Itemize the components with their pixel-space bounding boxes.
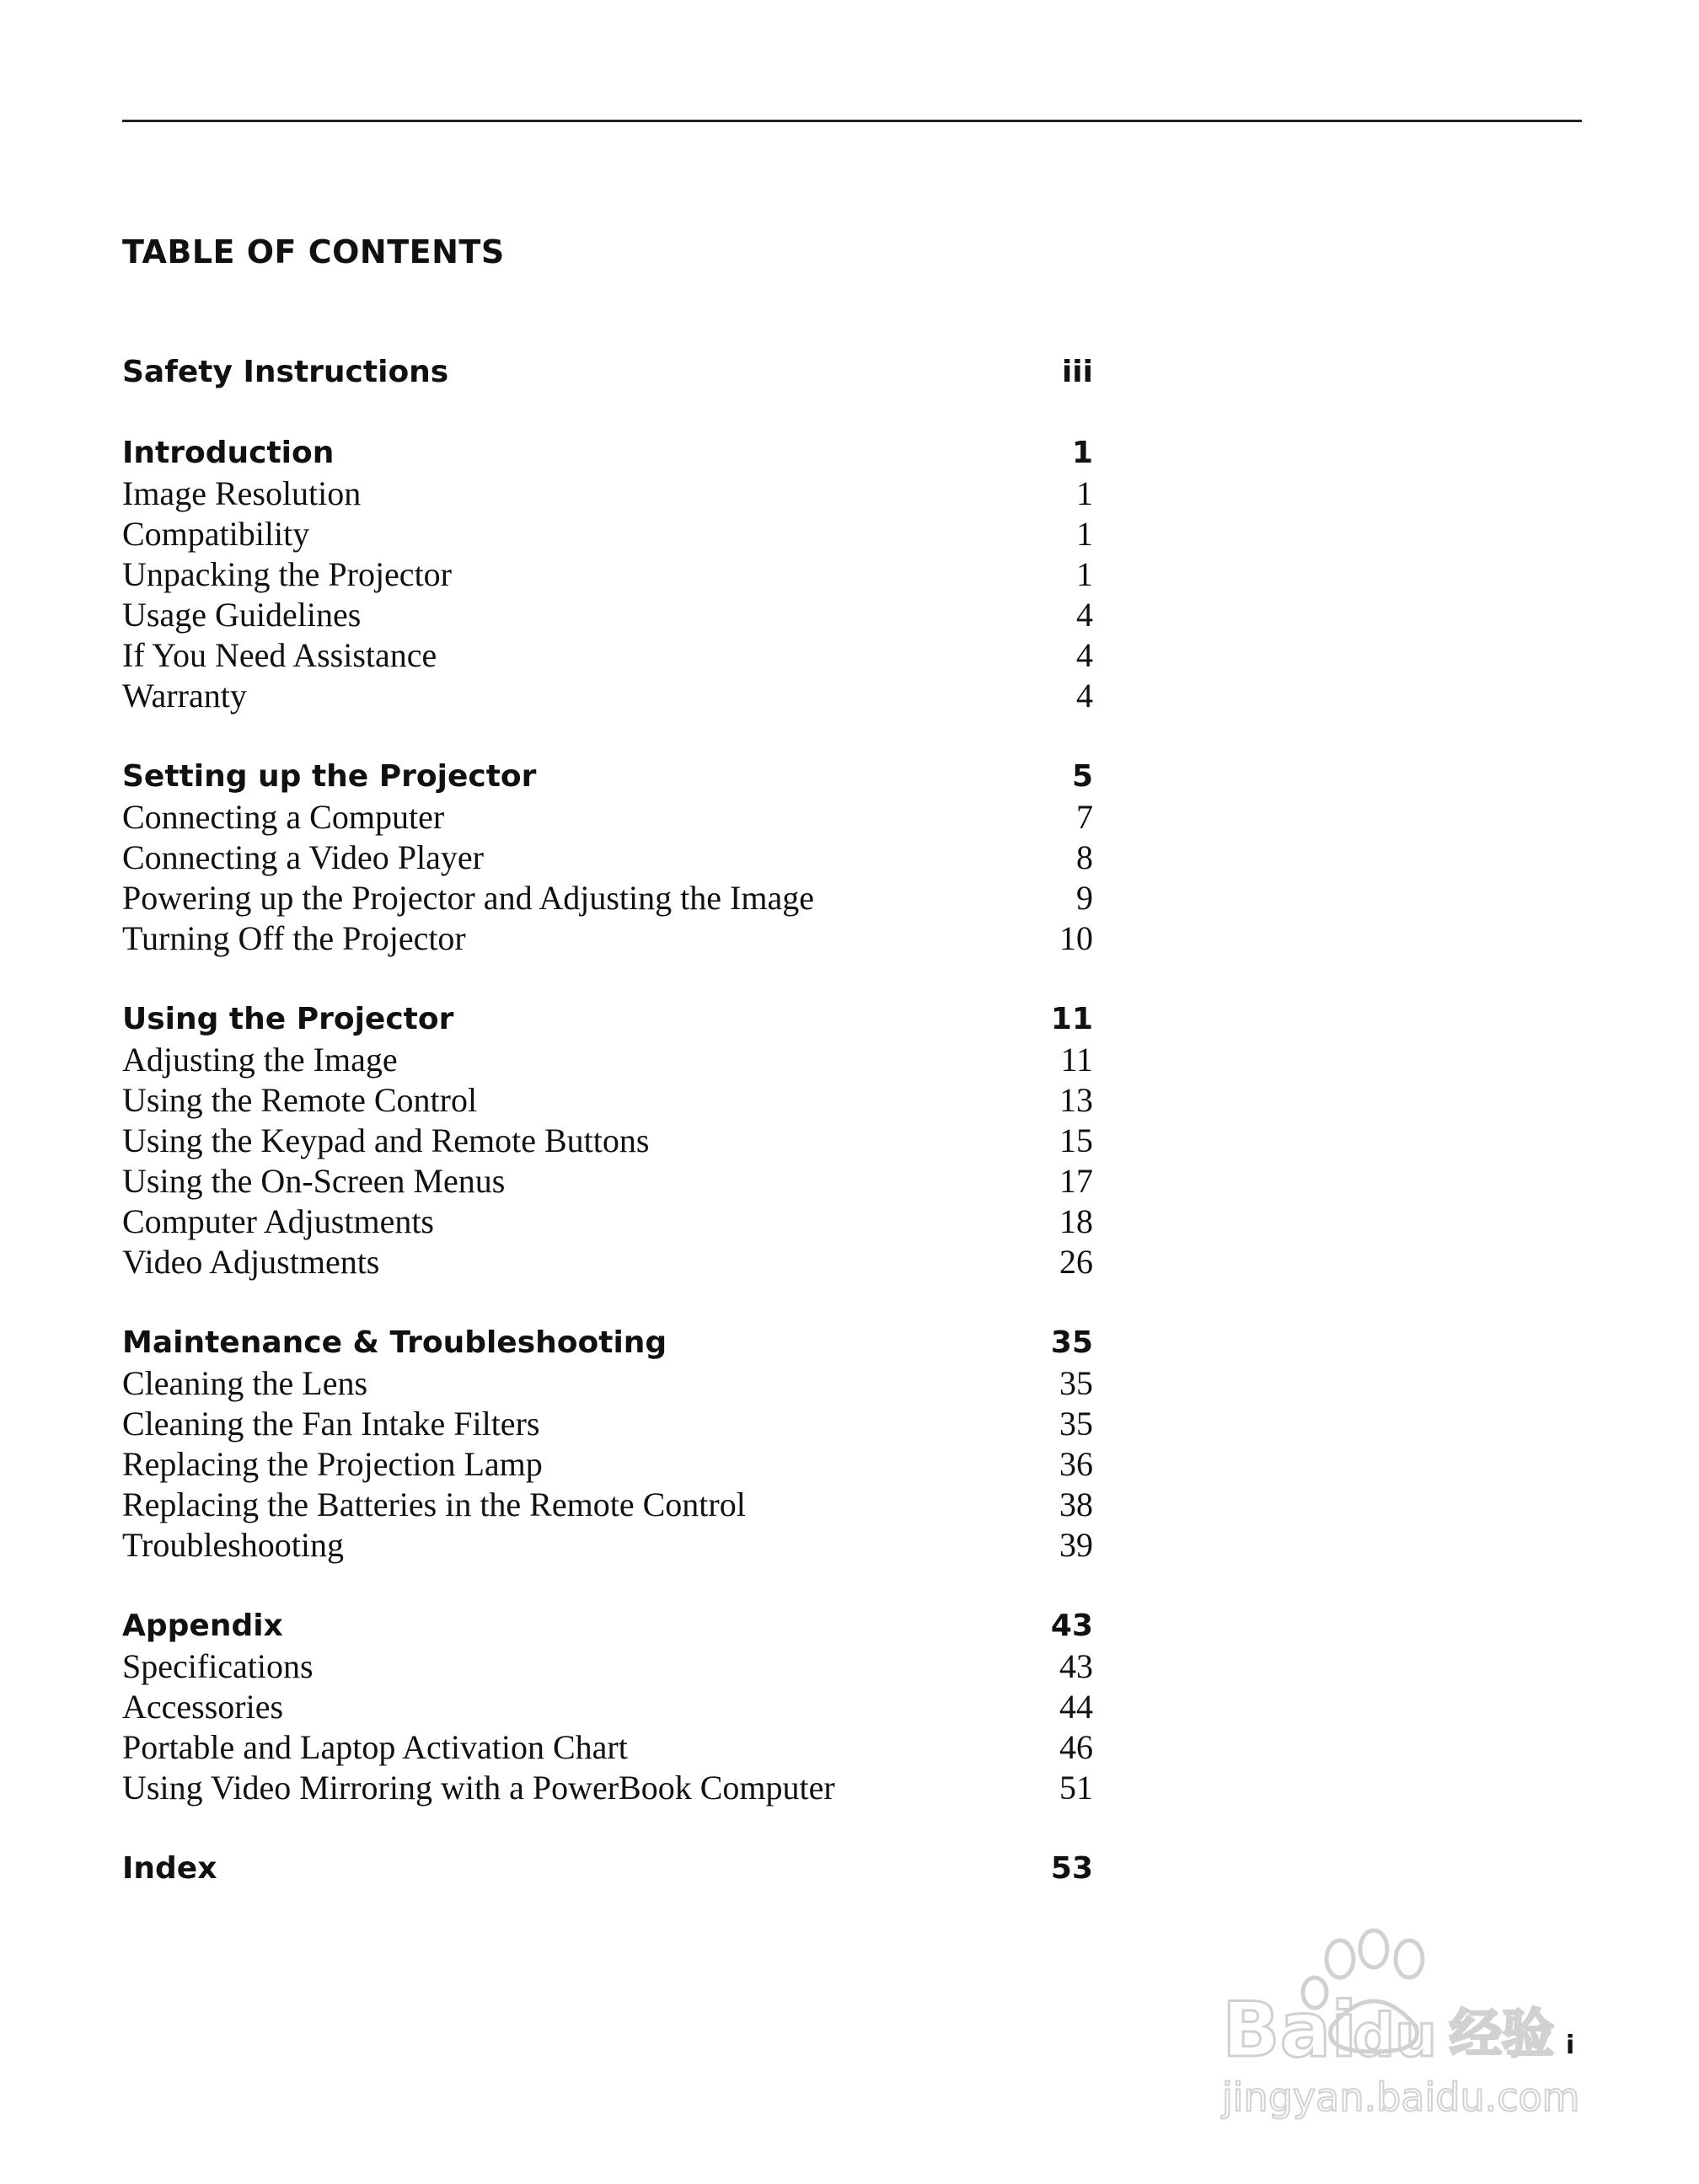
entry-label: Warranty (122, 677, 247, 715)
toc-section-appendix (122, 1606, 1093, 1808)
entry-page: 39 (1059, 1526, 1093, 1564)
entry-page: 51 (1059, 1769, 1093, 1807)
entry-label: Adjusting the Image (122, 1041, 398, 1079)
page-number: i (1566, 2031, 1575, 2060)
toc-section-using (122, 999, 1093, 1282)
toc-section-index (122, 1849, 1093, 1889)
toc-list (122, 352, 1093, 1930)
toc-entry[interactable] (122, 838, 1093, 878)
toc-entry[interactable] (122, 797, 1093, 838)
entry-page: 4 (1076, 596, 1093, 634)
toc-section-heading[interactable] (122, 999, 1093, 1040)
toc-entry[interactable] (122, 595, 1093, 635)
toc-section-heading[interactable] (122, 1323, 1093, 1363)
entry-page: 18 (1059, 1202, 1093, 1240)
toc-entry[interactable] (122, 1363, 1093, 1404)
section-title: Appendix (122, 1609, 283, 1643)
entry-label: Computer Adjustments (122, 1202, 434, 1240)
entry-page: 1 (1076, 515, 1093, 553)
entry-label: Unpacking the Projector (122, 555, 452, 593)
section-title: Setting up the Projector (122, 759, 537, 794)
toc-entry[interactable] (122, 1444, 1093, 1485)
toc-entry[interactable] (122, 474, 1093, 514)
entry-label: Image Resolution (122, 474, 362, 512)
section-page: 35 (1050, 1325, 1093, 1360)
entry-label: Using the Keypad and Remote Buttons (122, 1121, 650, 1159)
entry-label: Replacing the Projection Lamp (122, 1445, 543, 1483)
entry-page: 7 (1076, 798, 1093, 836)
toc-entry[interactable] (122, 554, 1093, 595)
toc-section-heading[interactable] (122, 1849, 1093, 1889)
header-rule (122, 120, 1582, 122)
toc-heading: TABLE OF CONTENTS (122, 233, 505, 270)
entry-page: 38 (1059, 1485, 1093, 1523)
baidu-watermark (1205, 1925, 1601, 2128)
entry-label: Using the Remote Control (122, 1081, 478, 1119)
entry-page: 1 (1076, 474, 1093, 512)
toc-entry[interactable] (122, 1242, 1093, 1282)
svg-text:Bai: Bai (1222, 1986, 1358, 2074)
entry-label: Replacing the Batteries in the Remote Control (122, 1485, 746, 1523)
entry-page: 4 (1076, 636, 1093, 674)
toc-section-setting-up (122, 757, 1093, 959)
entry-page: 8 (1076, 838, 1093, 876)
entry-label: Troubleshooting (122, 1526, 345, 1564)
toc-entry[interactable] (122, 514, 1093, 554)
entry-label: Usage Guidelines (122, 596, 362, 634)
entry-label: If You Need Assistance (122, 636, 437, 674)
entry-label: Accessories (122, 1688, 284, 1726)
section-title: Introduction (122, 436, 335, 470)
toc-entry[interactable] (122, 1121, 1093, 1161)
section-title: Using the Projector (122, 1002, 454, 1036)
toc-entry[interactable] (122, 918, 1093, 959)
entry-label: Portable and Laptop Activation Chart (122, 1728, 628, 1766)
entry-page: 43 (1059, 1647, 1093, 1685)
section-page: 5 (1071, 759, 1093, 794)
entry-page: 17 (1059, 1162, 1093, 1200)
entry-page: 4 (1076, 677, 1093, 715)
toc-entry[interactable] (122, 1768, 1093, 1808)
entry-label: Powering up the Projector and Adjusting the Image (122, 879, 814, 917)
entry-label: Specifications (122, 1647, 314, 1685)
entry-label: Video Adjustments (122, 1243, 380, 1281)
svg-text:经验: 经验 (1450, 2003, 1555, 2064)
entry-page: 35 (1059, 1364, 1093, 1402)
entry-label: Connecting a Video Player (122, 838, 484, 876)
entry-label: Connecting a Computer (122, 798, 445, 836)
toc-section-safety (122, 352, 1093, 393)
entry-page: 9 (1076, 879, 1093, 917)
entry-label: Using the On-Screen Menus (122, 1162, 506, 1200)
toc-entry[interactable] (122, 635, 1093, 676)
entry-label: Cleaning the Lens (122, 1364, 368, 1402)
toc-section-introduction (122, 433, 1093, 716)
toc-entry[interactable] (122, 1161, 1093, 1202)
baidu-paw-logo-icon (1205, 1925, 1601, 2128)
toc-section-heading[interactable] (122, 352, 1093, 393)
toc-entry[interactable] (122, 1080, 1093, 1121)
entry-label: Using Video Mirroring with a PowerBook Computer (122, 1769, 835, 1807)
entry-page: 35 (1059, 1405, 1093, 1443)
toc-section-heading[interactable] (122, 1606, 1093, 1646)
entry-page: 1 (1076, 555, 1093, 593)
toc-section-heading[interactable] (122, 757, 1093, 797)
entry-label: Compatibility (122, 515, 310, 553)
section-page: 43 (1050, 1609, 1093, 1643)
entry-page: 15 (1059, 1121, 1093, 1159)
entry-page: 10 (1059, 919, 1093, 957)
toc-entry[interactable] (122, 1687, 1093, 1727)
entry-label: Turning Off the Projector (122, 919, 466, 957)
section-title: Index (122, 1851, 217, 1886)
toc-entry[interactable] (122, 1525, 1093, 1566)
entry-page: 13 (1059, 1081, 1093, 1119)
toc-entry[interactable] (122, 1485, 1093, 1525)
toc-entry[interactable] (122, 1202, 1093, 1242)
section-page: 11 (1050, 1002, 1093, 1036)
toc-entry[interactable] (122, 878, 1093, 918)
entry-page: 46 (1059, 1728, 1093, 1766)
section-page: 1 (1071, 436, 1093, 470)
section-page: iii (1061, 355, 1093, 389)
toc-section-heading[interactable] (122, 433, 1093, 474)
toc-section-maintenance (122, 1323, 1093, 1566)
entry-page: 36 (1059, 1445, 1093, 1483)
svg-text:du: du (1353, 2001, 1437, 2070)
entry-page: 44 (1059, 1688, 1093, 1726)
entry-page: 11 (1060, 1041, 1093, 1079)
section-page: 53 (1050, 1851, 1093, 1886)
entry-label: Cleaning the Fan Intake Filters (122, 1405, 540, 1443)
toc-entry[interactable] (122, 1646, 1093, 1687)
toc-entry[interactable] (122, 1040, 1093, 1080)
svg-text:jingyan.baidu.com: jingyan.baidu.com (1222, 2074, 1580, 2120)
section-title: Safety Instructions (122, 355, 449, 389)
entry-page: 26 (1059, 1243, 1093, 1281)
toc-entry[interactable] (122, 1727, 1093, 1768)
toc-entry[interactable] (122, 676, 1093, 716)
section-title: Maintenance & Troubleshooting (122, 1325, 667, 1360)
toc-entry[interactable] (122, 1404, 1093, 1444)
